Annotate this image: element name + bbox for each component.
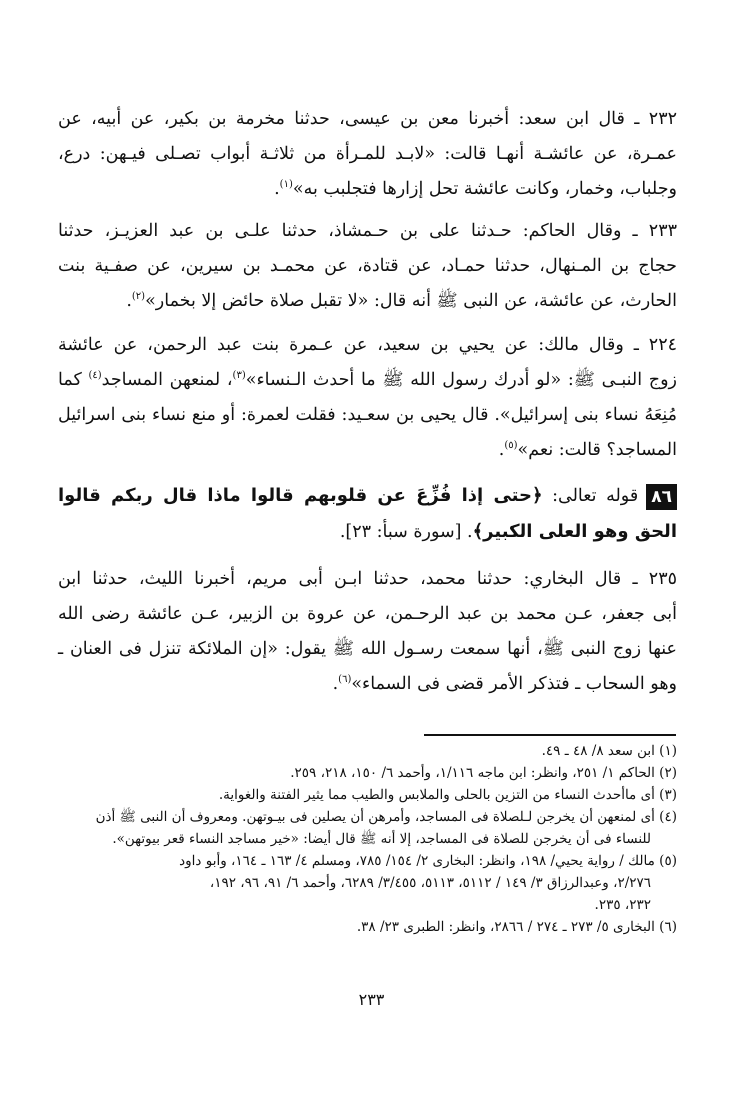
- text-segment: وجلباب، وخمار، وكانت عائشة تحل إزارها فتجلبب به»: [292, 179, 677, 199]
- footnotes: [58, 740, 677, 938]
- text-line: عمـرة، عن عائشـة أنهـا قالت: «لابـد للمـرأة من ثلاثـة أبواب تصـلى فيـهن: درع،: [58, 144, 677, 164]
- text-segment: الحارث، عن عائشة، عن النبى ﷺ أنه قال: «لا تقبل صلاة حائض إلا بخمار»: [145, 291, 677, 311]
- text-line: الحارث، عن عائشة، عن النبى ﷺ أنه قال: «لا تقبل صلاة حائض إلا بخمار»$^{(٢)}$.: [126, 291, 677, 311]
- footnote: (٣) أى ماأحدث النساء من التزين بالحلى والملابس والطيب مما يثير الفتنة والغواية.: [218, 787, 677, 803]
- text-segment: وهو السحاب ـ فتذكر الأمر قضى فى السماء»: [351, 674, 677, 694]
- text-segment: المساجد؟ قالت: نعم»: [517, 440, 677, 460]
- footnote: (٤) أى لمنعهن أن يخرجن لـلصلاة فى المساجد، وأمرهن أن يصلين فى بيـوتهن. ومعروف أن النبى ﷺ أذن: [95, 809, 677, 825]
- text-line: ٢٣٣ ـ وقال الحاكم: حـدثنا على بن حـمشاذ، حدثنا علـى بن عبد العزيـز، حدثنا: [58, 221, 677, 241]
- text-line: وهو السحاب ـ فتذكر الأمر قضى فى السماء»$^{(٦)}$.: [332, 674, 677, 694]
- text-segment: كما: [58, 370, 89, 390]
- hadith-233: [58, 214, 677, 319]
- text-line: ٢٣٥ ـ قال البخاري: حدثنا محمد، حدثنا ابـن أبى مريم، أخبرنا الليث، حدثنا ابن: [58, 569, 677, 589]
- text-line: وجلباب، وخمار، وكانت عائشة تحل إزارها فتجلبب به»$^{(١)}$.: [274, 179, 677, 199]
- quran-verse: الحق وهو العلى الكبير﴾: [472, 521, 677, 542]
- footnote-ref: (٢): [131, 291, 146, 303]
- text-line: حجاج بن المـنهال، حدثنا حمـاد، عن قتادة، عن محمـد بن سيرين، عن صفـية بنت: [58, 256, 677, 276]
- text-line: ٢٢٤ ـ وقال مالك: عن يحيي بن سعيد، عن عـمرة بنت عبد الرحمن، عن عائشة: [58, 335, 677, 355]
- footnote-continuation: ٢/٢٧٦، وعبدالرزاق ٣/ ١٤٩ / ٥١١٢، ٥١١٣، ٣/٤٥٥/ ٦٢٨٩، وأحمد ٦/ ٩١، ٩٦، ١٩٢،: [209, 875, 651, 891]
- footnote: (٥) مالك / رواية يحيي/ ١٩٨، وانظر: البخارى ٢/ ١٥٤/ ٧٨٥، ومسلم ٤/ ١٦٣ ـ ١٦٤، وأبو داود: [179, 853, 677, 869]
- footnote: (٦) البخارى ٥/ ٢٧٣ ـ ٢٧٤ / ٢٨٦٦، وانظر: الطبرى ٢٣/ ٣٨.: [356, 919, 677, 935]
- text-segment: ، لمنعهن المساجد: [101, 370, 233, 390]
- verse-section: [58, 478, 677, 550]
- text-line: عنها زوج النبى ﷺ، أنها سمعت رسـول الله ﷺ يقول: «إن الملائكة تنزل فى العنان ـ: [58, 639, 677, 659]
- text-line: مُنِعَهُ نساء بنى إسرائيل». قال يحيى بن سعـيد: فقلت لعمرة: أو منع نساء بنى اسرائيل: [58, 405, 677, 425]
- footnote-divider: [424, 734, 676, 736]
- text-line: [58, 363, 677, 398]
- footnote: (١) ابن سعد ٨/ ٤٨ ـ ٤٩.: [541, 743, 677, 759]
- footnote-continuation: ٢٣٢، ٢٣٥.: [594, 897, 651, 913]
- verse-intro: قوله تعالى:: [542, 486, 639, 506]
- verse-line: [58, 514, 677, 550]
- hadith-235: [58, 562, 677, 702]
- footnote-ref: (٥): [504, 440, 518, 452]
- footnote-continuation: للنساء فى أن يخرجن للصلاة فى المساجد، إلا أنه ﷺ قال أيضا: «خير مساجد النساء قعر بيوتهن».: [112, 831, 651, 847]
- page-number: ٢٣٣: [358, 990, 385, 1009]
- footnote-ref: (٤): [88, 370, 102, 382]
- footnote-ref: (٦): [338, 674, 352, 686]
- section-number-badge: ٨٦: [646, 484, 677, 510]
- footnote: (٢) الحاكم ١/ ٢٥١، وانظر: ابن ماجه ١/١١٦، وأحمد ٦/ ١٥٠، ٢١٨، ٢٥٩.: [290, 765, 677, 781]
- text-line: ٢٣٢ ـ قال ابن سعد: أخبرنا معن بن عيسى، حدثنا مخرمة بن بكير، عن أبيه، عن: [58, 109, 677, 129]
- verse-line: [58, 478, 677, 514]
- text-line: المساجد؟ قالت: نعم»$^{(٥)}$.: [498, 440, 677, 460]
- text-line: أبى جعفر، عـن محمد بن عبد الرحـمن، عن عروة بن الزبير، عـن عائشة رضى الله: [58, 604, 677, 624]
- verse-citation: . [سورة سبأ: ٢٣].: [339, 522, 473, 542]
- text-segment: زوج النبـى ﷺ: «لو أدرك رسول الله ﷺ ما أحدث الـنساء»: [245, 370, 677, 390]
- quran-verse: ﴿حتى إذا فُزِّعَ عن قلوبهم قالوا ماذا قال ربكم قالوا: [58, 485, 543, 506]
- footnote-ref: (١): [279, 179, 293, 191]
- hadith-232: [58, 102, 677, 207]
- footnote-ref: (٣): [232, 370, 246, 382]
- hadith-234: [58, 328, 677, 468]
